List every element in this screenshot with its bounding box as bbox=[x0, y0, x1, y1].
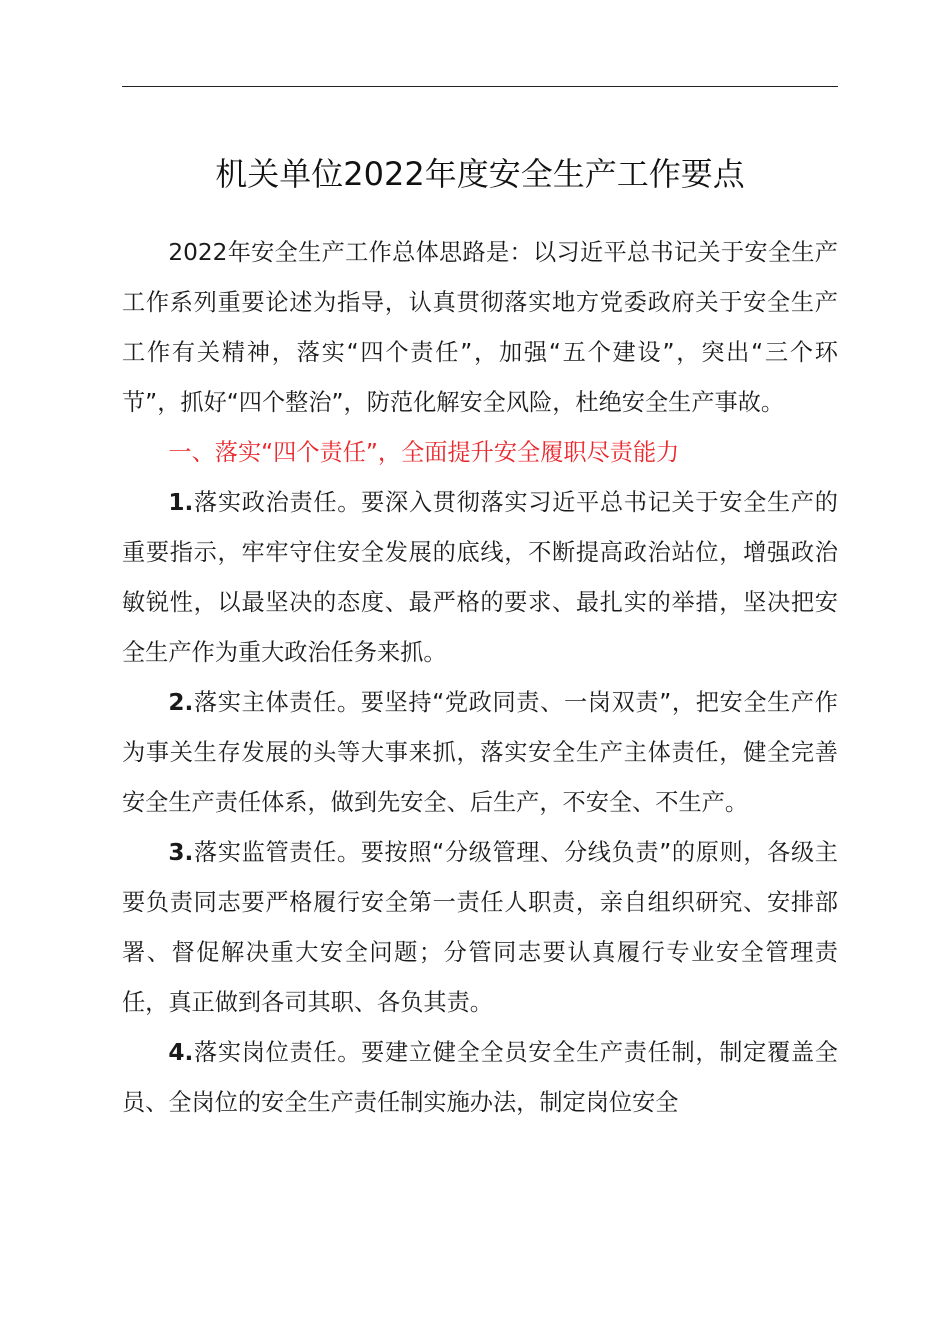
list-item bbox=[122, 478, 838, 678]
item-text: 落实监管责任。要按照“分级管理、分线负责”的原则，各级主要负责同志要严格履行安全第一责任人职责，亲自组织研究、安排部署、督促解决重大安全问题；分管同志要认真履行专业安全管理责任，真正做到各司其职、各负其责。 bbox=[122, 839, 838, 1016]
document-body bbox=[122, 228, 838, 1128]
section-heading: 一、落实“四个责任”，全面提升安全履职尽责能力 bbox=[168, 439, 680, 466]
item-text: 落实岗位责任。要建立健全全员安全生产责任制，制定覆盖全员、全岗位的安全生产责任制实施办法，制定岗位安全 bbox=[122, 1039, 838, 1116]
item-number: 3. bbox=[168, 839, 194, 866]
list-item bbox=[122, 1028, 838, 1128]
item-number: 2. bbox=[168, 689, 194, 716]
document-title: 机关单位2022年度安全生产工作要点 bbox=[215, 155, 745, 193]
intro-paragraph: 2022年安全生产工作总体思路是：以习近平总书记关于安全生产工作系列重要论述为指导，认真贯彻落实地方党委政府关于安全生产工作有关精神，落实“四个责任”，加强“五个建设”，突出“三个环节”，抓好“四个整治”，防范化解安全风险，杜绝安全生产事故。 bbox=[122, 239, 838, 416]
item-number: 1. bbox=[168, 489, 194, 516]
item-number: 4. bbox=[168, 1039, 194, 1066]
item-text: 落实主体责任。要坚持“党政同责、一岗双责”，把安全生产作为事关生存发展的头等大事来抓，落实安全生产主体责任，健全完善安全生产责任体系，做到先安全、后生产，不安全、不生产。 bbox=[122, 689, 838, 816]
list-item bbox=[122, 678, 838, 828]
header-rule bbox=[122, 86, 838, 87]
item-text: 落实政治责任。要深入贯彻落实习近平总书记关于安全生产的重要指示，牢牢守住安全发展的底线，不断提高政治站位，增强政治敏锐性，以最坚决的态度、最严格的要求、最扎实的举措，坚决把安全生产作为重大政治任务来抓。 bbox=[122, 489, 838, 666]
list-item bbox=[122, 828, 838, 1028]
